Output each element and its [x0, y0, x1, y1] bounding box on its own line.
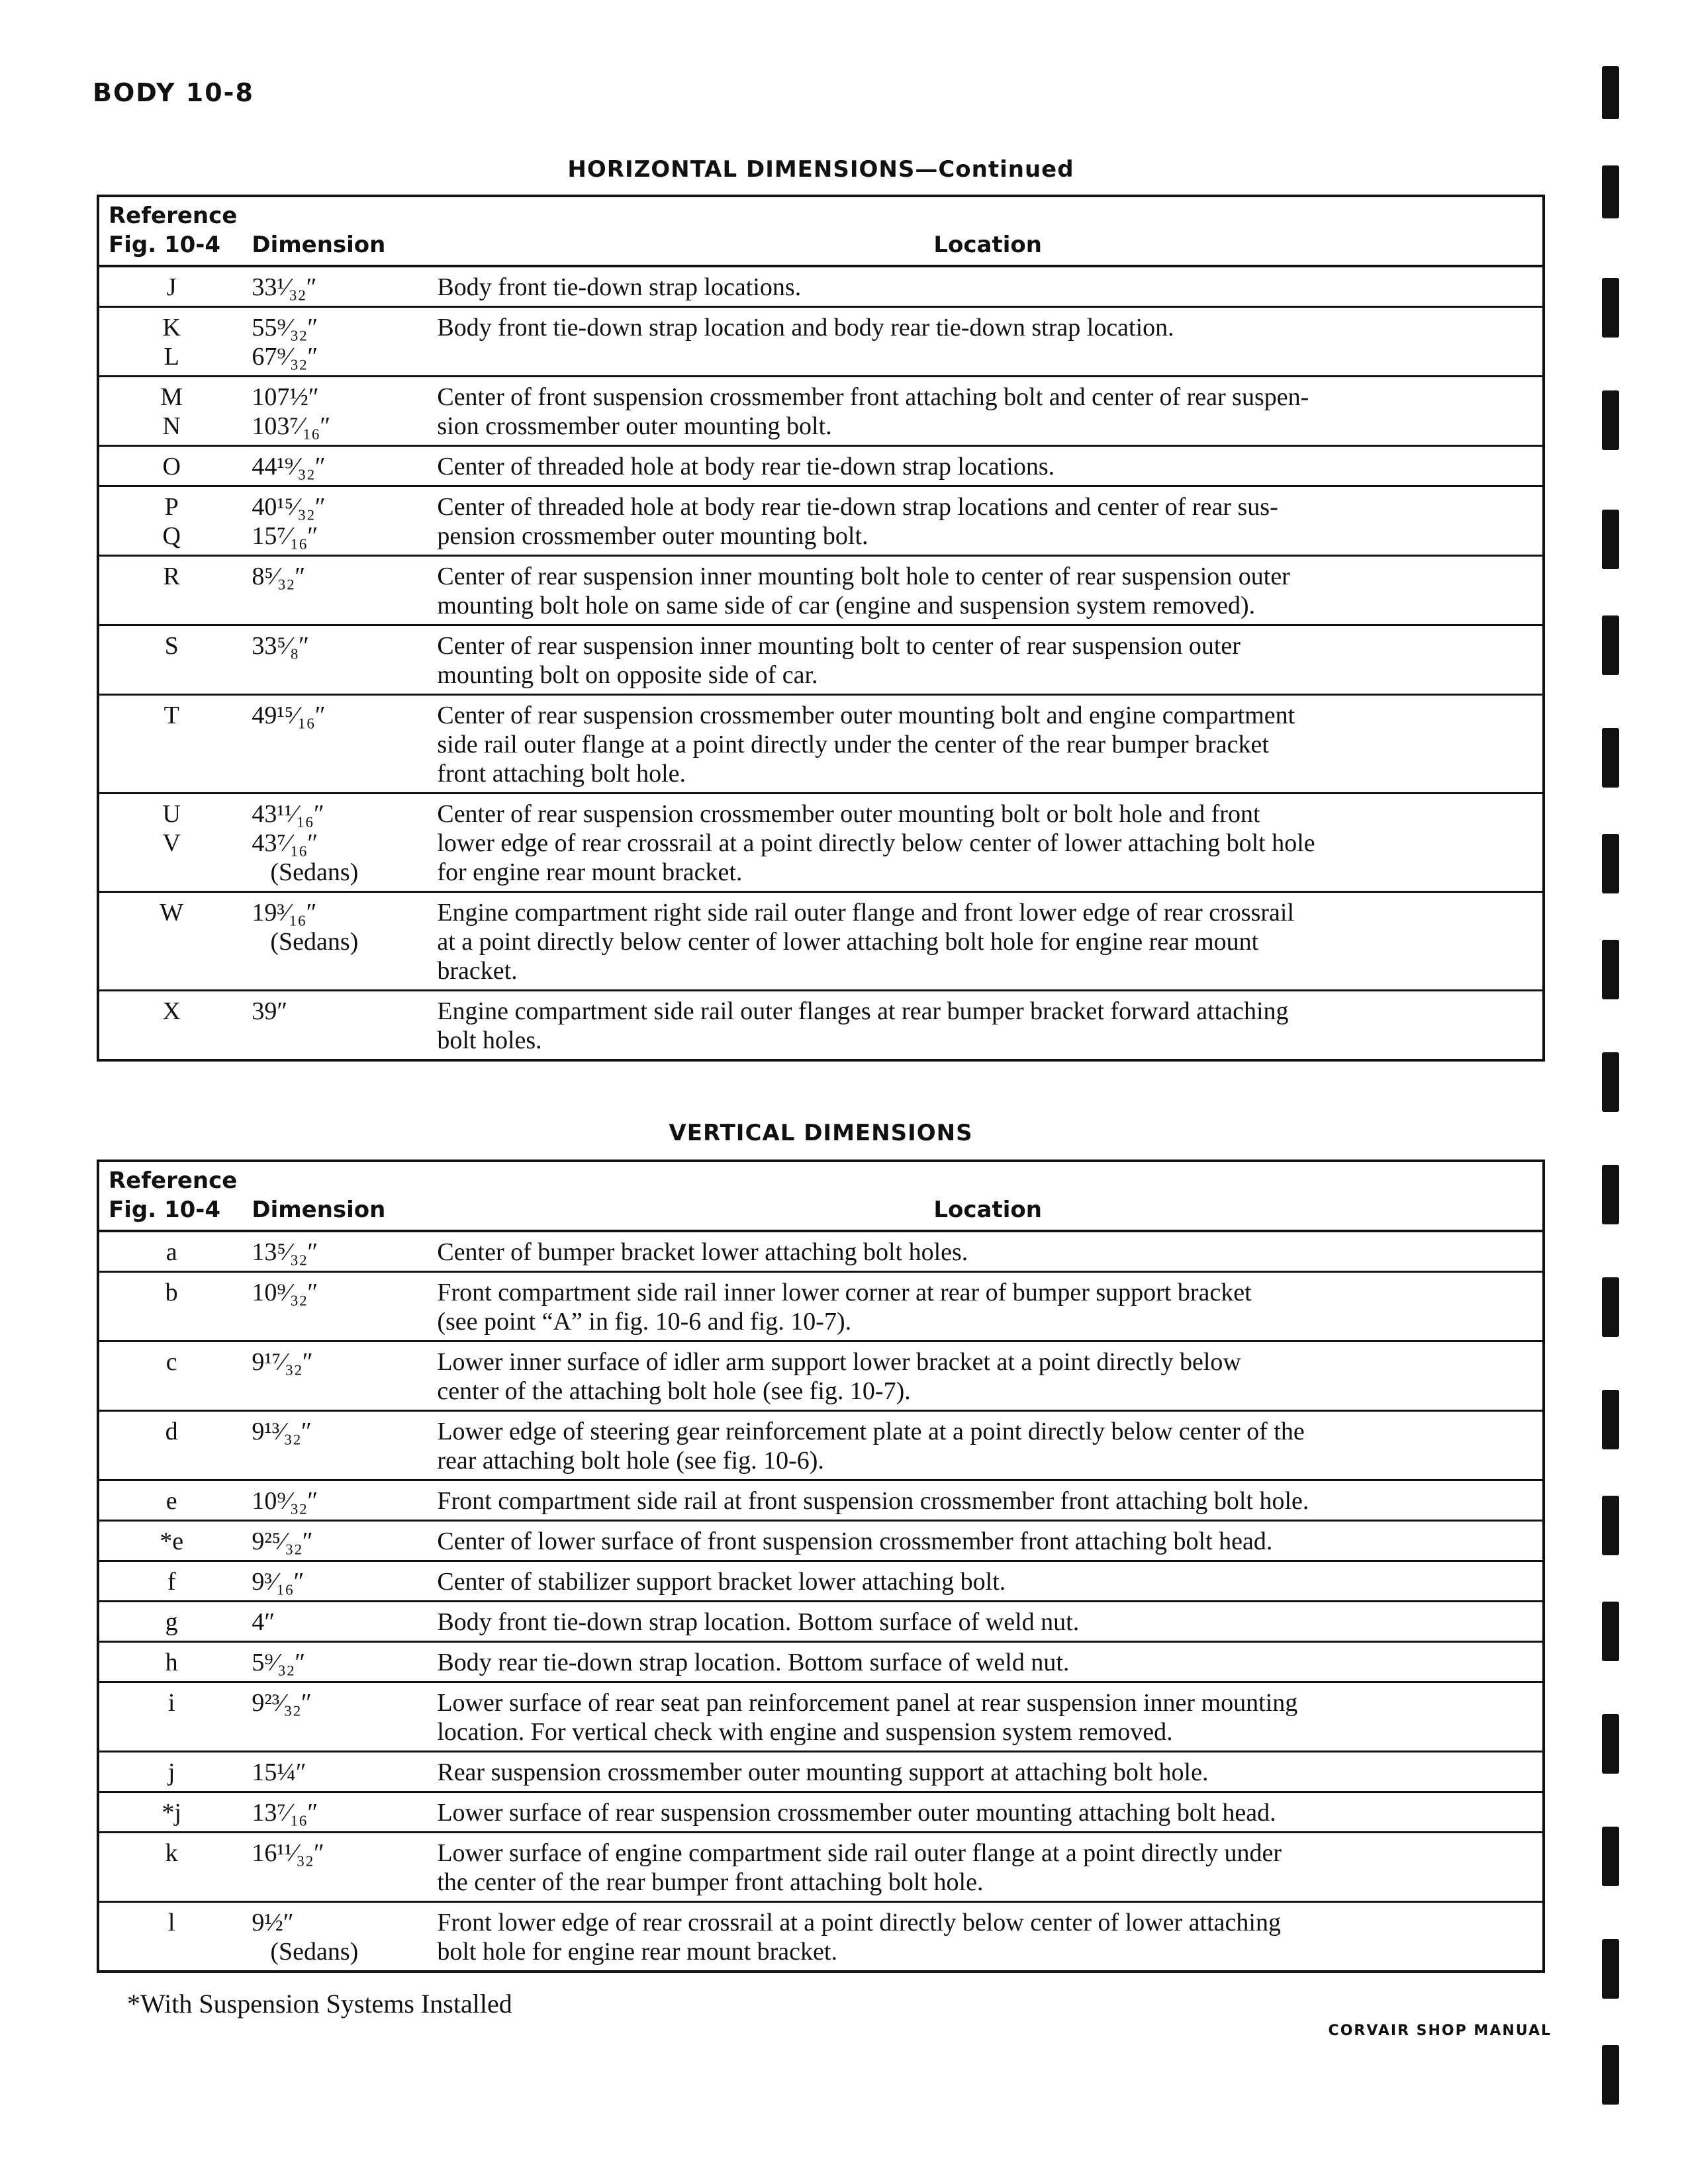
dimension-cell: [244, 307, 430, 377]
location-line: mounting bolt hole on same side of car (engine and suspension system removed).: [437, 592, 1256, 619]
dimension-value: 13⁷⁄₁₆″: [252, 1799, 318, 1827]
dimension-value: 9²³⁄₃₂″: [252, 1689, 312, 1717]
location-line: front attaching bolt hole.: [437, 760, 686, 788]
dimension-value: 5⁹⁄₃₂″: [252, 1649, 306, 1676]
dimension-value: 9¹³⁄₃₂″: [252, 1418, 312, 1445]
edge-index-mark: [1602, 390, 1619, 450]
dimension-cell: [244, 1231, 430, 1272]
reference-value: c: [165, 1348, 177, 1376]
reference-cell: [98, 377, 244, 446]
dimension-value: 16¹¹⁄₃₂″: [252, 1839, 324, 1867]
table-header-row: [98, 196, 1544, 266]
horizontal-dimensions-table: [97, 195, 1545, 1062]
reference-value: K: [162, 314, 181, 341]
location-line: mounting bolt on opposite side of car.: [437, 661, 818, 689]
reference-value: N: [162, 412, 181, 440]
dimension-value: 55⁹⁄₃₂″: [252, 314, 318, 341]
location-line: Engine compartment right side rail outer flange and front lower edge of rear crossrail: [437, 899, 1295, 927]
location-line: Center of threaded hole at body rear tie-down strap locations and center of rear sus-: [437, 493, 1278, 521]
reference-cell: [98, 556, 244, 625]
dimension-value: 49¹⁵⁄₁₆″: [252, 702, 326, 729]
location-cell: [430, 1231, 1544, 1272]
reference-cell: [98, 1342, 244, 1411]
dimension-cell: [244, 695, 430, 794]
location-line: Body rear tie-down strap location. Bottom surface of weld nut.: [437, 1649, 1070, 1676]
edge-index-mark: [1602, 728, 1619, 788]
location-line: Lower inner surface of idler arm support lower bracket at a point directly below: [437, 1348, 1241, 1376]
dimension-cell: [244, 625, 430, 695]
location-line: Center of rear suspension inner mounting bolt hole to center of rear suspension outer: [437, 563, 1290, 590]
table-row: [98, 1561, 1544, 1602]
table-row: [98, 1231, 1544, 1272]
location-line: Center of front suspension crossmember front attaching bolt and center of rear suspen-: [437, 383, 1309, 411]
reference-cell: [98, 1642, 244, 1682]
dimension-value: 67⁹⁄₃₂″: [252, 343, 318, 371]
location-line: Lower surface of rear suspension crossmember outer mounting attaching bolt head.: [437, 1799, 1276, 1827]
location-line: bolt hole for engine rear mount bracket.: [437, 1938, 837, 1966]
location-cell: [430, 1682, 1544, 1752]
edge-index-mark: [1602, 1602, 1619, 1661]
dimension-value: 107½″: [252, 383, 319, 411]
dimension-value: 40¹⁵⁄₃₂″: [252, 493, 326, 521]
dimension-cell: [244, 446, 430, 486]
table-header-row: [98, 1161, 1544, 1231]
location-cell: [430, 991, 1544, 1061]
reference-cell: [98, 794, 244, 892]
dimension-value: 33⁵⁄₈″: [252, 632, 310, 660]
reference-cell: [98, 486, 244, 556]
reference-value: k: [165, 1839, 178, 1867]
dimension-cell: [244, 794, 430, 892]
location-line: (see point “A” in fig. 10-6 and fig. 10-7).: [437, 1308, 852, 1336]
dimension-value: 9¹⁷⁄₃₂″: [252, 1348, 313, 1376]
figure-header-label: Fig. 10-4: [109, 1197, 221, 1223]
location-line: Engine compartment side rail outer flanges at rear bumper bracket forward attaching: [437, 997, 1289, 1025]
table-row: [98, 1792, 1544, 1833]
location-cell: [430, 1752, 1544, 1792]
location-column-header: Location: [430, 1161, 1544, 1231]
reference-cell: [98, 1561, 244, 1602]
table-row: [98, 1411, 1544, 1480]
reference-value: R: [163, 563, 180, 590]
edge-index-mark: [1602, 66, 1619, 119]
dimension-value: 9³⁄₁₆″: [252, 1568, 305, 1596]
reference-cell: [98, 1682, 244, 1752]
location-cell: [430, 446, 1544, 486]
dimension-value: 15¼″: [252, 1758, 306, 1786]
dimension-cell: [244, 1833, 430, 1902]
dimension-column-header: Dimension: [244, 1161, 430, 1231]
dimension-cell: [244, 1411, 430, 1480]
reference-cell: [98, 307, 244, 377]
edge-index-mark: [1602, 940, 1619, 999]
location-line: center of the attaching bolt hole (see fig. 10-7).: [437, 1377, 911, 1405]
edge-index-mark: [1602, 1714, 1619, 1774]
location-line: lower edge of rear crossrail at a point directly below center of lower attaching bolt hole: [437, 829, 1315, 857]
dimension-cell: [244, 1902, 430, 1972]
reference-value: g: [165, 1608, 178, 1636]
table-row: [98, 1833, 1544, 1902]
reference-cell: [98, 991, 244, 1061]
dimension-value: 103⁷⁄₁₆″: [252, 412, 331, 440]
location-line: bolt holes.: [437, 1026, 542, 1054]
reference-header-label: Reference: [109, 203, 238, 229]
location-cell: [430, 1792, 1544, 1833]
edge-index-mark: [1602, 1165, 1619, 1224]
reference-value: P: [164, 493, 179, 521]
table-row: [98, 1272, 1544, 1342]
figure-header-label: Fig. 10-4: [109, 232, 221, 258]
reference-value: b: [165, 1279, 178, 1306]
reference-value: V: [162, 829, 181, 857]
edge-index-mark: [1602, 615, 1619, 675]
location-line: at a point directly below center of lower attaching bolt hole for engine rear mount: [437, 928, 1259, 956]
page-footer: CORVAIR SHOP MANUAL: [1328, 2023, 1552, 2039]
location-column-header: Location: [430, 196, 1544, 266]
dimension-value: 33¹⁄₃₂″: [252, 273, 317, 301]
location-line: location. For vertical check with engine and suspension system removed.: [437, 1718, 1173, 1746]
vertical-section-title: VERTICAL DIMENSIONS: [669, 1120, 973, 1146]
edge-index-mark: [1602, 1939, 1619, 1999]
dimension-cell: [244, 1272, 430, 1342]
dimension-value: 10⁹⁄₃₂″: [252, 1279, 318, 1306]
reference-value: *e: [160, 1527, 184, 1555]
edge-index-mark: [1602, 165, 1619, 218]
location-line: for engine rear mount bracket.: [437, 858, 743, 886]
reference-value: T: [164, 702, 179, 729]
dimension-cell: [244, 1602, 430, 1642]
reference-value: W: [160, 899, 184, 927]
reference-cell: [98, 1602, 244, 1642]
table-row: [98, 991, 1544, 1061]
dimension-value: 9²⁵⁄₃₂″: [252, 1527, 313, 1555]
footnote: *With Suspension Systems Installed: [127, 1989, 512, 2019]
dimension-value: 4″: [252, 1608, 275, 1636]
table-row: [98, 1752, 1544, 1792]
dimension-column-header: Dimension: [244, 196, 430, 266]
reference-value: Q: [162, 522, 181, 550]
reference-cell: [98, 1792, 244, 1833]
dimension-value: (Sedans): [270, 858, 359, 886]
vertical-dimensions-table: [97, 1160, 1545, 1973]
reference-value: e: [165, 1487, 177, 1515]
table-row: [98, 892, 1544, 991]
location-line: pension crossmember outer mounting bolt.: [437, 522, 868, 550]
reference-value: J: [166, 273, 177, 301]
location-line: Body front tie-down strap locations.: [437, 273, 802, 301]
location-cell: [430, 892, 1544, 991]
location-line: Center of rear suspension inner mounting bolt to center of rear suspension outer: [437, 632, 1241, 660]
reference-value: i: [167, 1689, 175, 1717]
reference-value: j: [167, 1758, 175, 1786]
table-row: [98, 307, 1544, 377]
location-line: sion crossmember outer mounting bolt.: [437, 412, 832, 440]
dimension-cell: [244, 1682, 430, 1752]
location-line: Front compartment side rail at front suspension crossmember front attaching bolt hole.: [437, 1487, 1309, 1515]
dimension-value: 9½″: [252, 1909, 294, 1936]
location-line: Center of threaded hole at body rear tie-down strap locations.: [437, 453, 1055, 480]
location-line: bracket.: [437, 957, 518, 985]
reference-value: l: [167, 1909, 175, 1936]
edge-index-mark: [1602, 1390, 1619, 1449]
edge-index-mark: [1602, 278, 1619, 338]
dimension-cell: [244, 1342, 430, 1411]
table-row: [98, 1902, 1544, 1972]
reference-cell: [98, 695, 244, 794]
dimension-cell: [244, 1642, 430, 1682]
location-line: Front compartment side rail inner lower corner at rear of bumper support bracket: [437, 1279, 1252, 1306]
table-row: [98, 1642, 1544, 1682]
location-line: Center of rear suspension crossmember outer mounting bolt or bolt hole and front: [437, 800, 1260, 828]
dimension-cell: [244, 892, 430, 991]
reference-cell: [98, 266, 244, 307]
reference-cell: [98, 446, 244, 486]
dimension-cell: [244, 266, 430, 307]
dimension-value: 15⁷⁄₁₆″: [252, 522, 318, 550]
location-cell: [430, 1602, 1544, 1642]
location-line: side rail outer flange at a point directly under the center of the rear bumper bracket: [437, 731, 1269, 758]
location-cell: [430, 1342, 1544, 1411]
location-line: Center of lower surface of front suspension crossmember front attaching bolt head.: [437, 1527, 1273, 1555]
table-row: [98, 1602, 1544, 1642]
location-cell: [430, 1480, 1544, 1521]
reference-cell: [98, 1521, 244, 1561]
reference-header-label: Reference: [109, 1167, 238, 1194]
table-row: [98, 266, 1544, 307]
location-cell: [430, 1561, 1544, 1602]
dimension-cell: [244, 1752, 430, 1792]
location-cell: [430, 266, 1544, 307]
location-cell: [430, 1902, 1544, 1972]
reference-cell: [98, 1902, 244, 1972]
table-row: [98, 695, 1544, 794]
location-line: rear attaching bolt hole (see fig. 10-6).: [437, 1447, 824, 1475]
dimension-value: 44¹⁹⁄₃₂″: [252, 453, 326, 480]
edge-index-mark: [1602, 1827, 1619, 1886]
reference-cell: [98, 1411, 244, 1480]
reference-cell: [98, 1752, 244, 1792]
reference-value: d: [165, 1418, 178, 1445]
location-cell: [430, 377, 1544, 446]
dimension-cell: [244, 556, 430, 625]
horizontal-section-title: HORIZONTAL DIMENSIONS—Continued: [567, 156, 1074, 183]
reference-cell: [98, 1272, 244, 1342]
reference-value: h: [165, 1649, 178, 1676]
location-cell: [430, 486, 1544, 556]
dimension-cell: [244, 1521, 430, 1561]
location-line: Center of stabilizer support bracket lower attaching bolt.: [437, 1568, 1006, 1596]
table-row: [98, 556, 1544, 625]
reference-value: f: [167, 1568, 176, 1596]
location-line: the center of the rear bumper front attaching bolt hole.: [437, 1868, 984, 1896]
dimension-cell: [244, 486, 430, 556]
reference-cell: [98, 1480, 244, 1521]
location-line: Body front tie-down strap location and body rear tie-down strap location.: [437, 314, 1174, 341]
reference-value: L: [164, 343, 179, 371]
location-cell: [430, 1642, 1544, 1682]
location-line: Center of bumper bracket lower attaching bolt holes.: [437, 1238, 968, 1266]
location-cell: [430, 695, 1544, 794]
location-cell: [430, 556, 1544, 625]
page-header: BODY 10-8: [93, 78, 254, 107]
dimension-cell: [244, 1792, 430, 1833]
edge-index-mark: [1602, 1496, 1619, 1555]
reference-column-header: [98, 1161, 244, 1231]
reference-value: a: [165, 1238, 177, 1266]
reference-column-header: [98, 196, 244, 266]
dimension-cell: [244, 1480, 430, 1521]
reference-cell: [98, 1231, 244, 1272]
edge-index-mark: [1602, 510, 1619, 569]
location-cell: [430, 1411, 1544, 1480]
table-row: [98, 1342, 1544, 1411]
dimension-value: 8⁵⁄₃₂″: [252, 563, 306, 590]
location-cell: [430, 1272, 1544, 1342]
location-cell: [430, 1833, 1544, 1902]
reference-value: S: [164, 632, 179, 660]
dimension-cell: [244, 991, 430, 1061]
dimension-value: 10⁹⁄₃₂″: [252, 1487, 318, 1515]
table-row: [98, 1682, 1544, 1752]
dimension-value: 13⁵⁄₃₂″: [252, 1238, 318, 1266]
location-line: Lower surface of rear seat pan reinforcement panel at rear suspension inner mounting: [437, 1689, 1298, 1717]
location-line: Body front tie-down strap location. Bottom surface of weld nut.: [437, 1608, 1080, 1636]
dimension-value: 43⁷⁄₁₆″: [252, 829, 318, 857]
location-line: Rear suspension crossmember outer mounting support at attaching bolt hole.: [437, 1758, 1209, 1786]
location-line: Center of rear suspension crossmember outer mounting bolt and engine compartment: [437, 702, 1295, 729]
table-row: [98, 1521, 1544, 1561]
dimension-value: 39″: [252, 997, 288, 1025]
location-line: Lower edge of steering gear reinforcement plate at a point directly below center of the: [437, 1418, 1305, 1445]
location-line: Lower surface of engine compartment side rail outer flange at a point directly under: [437, 1839, 1282, 1867]
edge-index-mark: [1602, 2045, 1619, 2105]
edge-index-mark: [1602, 1052, 1619, 1112]
location-cell: [430, 794, 1544, 892]
table-row: [98, 1480, 1544, 1521]
location-line: Front lower edge of rear crossrail at a point directly below center of lower attaching: [437, 1909, 1281, 1936]
edge-index-mark: [1602, 1277, 1619, 1337]
dimension-value: (Sedans): [270, 1938, 359, 1966]
reference-cell: [98, 1833, 244, 1902]
location-cell: [430, 625, 1544, 695]
location-cell: [430, 307, 1544, 377]
reference-value: O: [162, 453, 181, 480]
table-row: [98, 625, 1544, 695]
reference-value: U: [162, 800, 181, 828]
edge-index-mark: [1602, 834, 1619, 893]
location-cell: [430, 1521, 1544, 1561]
reference-value: X: [162, 997, 181, 1025]
reference-cell: [98, 892, 244, 991]
reference-cell: [98, 625, 244, 695]
table-row: [98, 377, 1544, 446]
reference-value: M: [160, 383, 183, 411]
dimension-cell: [244, 377, 430, 446]
dimension-value: 43¹¹⁄₁₆″: [252, 800, 324, 828]
dimension-value: (Sedans): [270, 928, 359, 956]
table-row: [98, 794, 1544, 892]
dimension-value: 19³⁄₁₆″: [252, 899, 317, 927]
reference-value: *j: [162, 1799, 181, 1827]
table-row: [98, 486, 1544, 556]
dimension-cell: [244, 1561, 430, 1602]
table-row: [98, 446, 1544, 486]
